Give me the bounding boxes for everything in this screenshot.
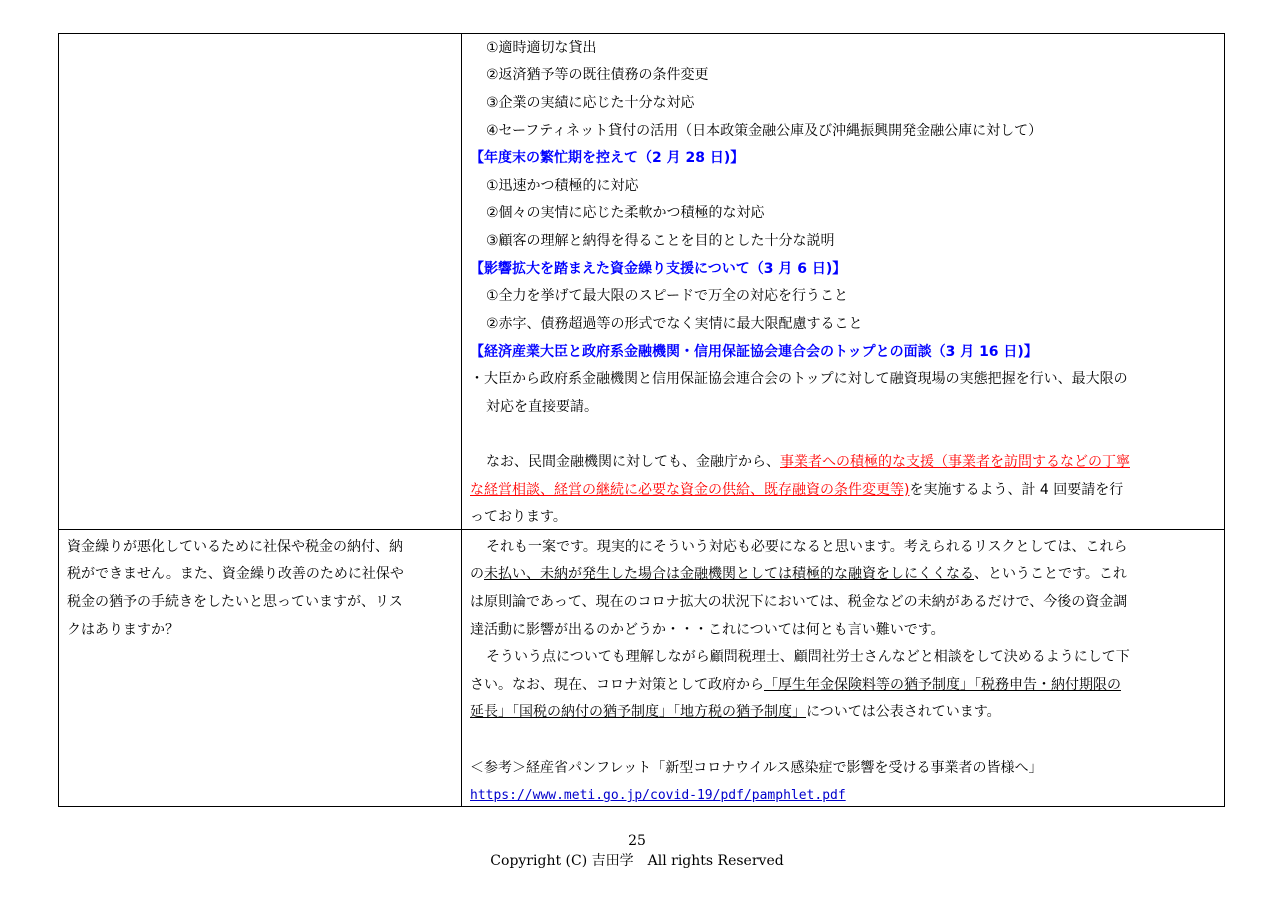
answer-line — [470, 564, 1127, 584]
question-line: 資金繰りが悪化しているために社保や税金の納付、納 — [67, 539, 403, 555]
answer-text: については公表されています。 — [806, 704, 1001, 720]
answer-line: ②赤字、債務超過等の形式でなく実情に最大限配慮すること — [486, 316, 863, 332]
answer-line: ①全力を挙げて最大限のスピードで万全の対応を行うこと — [486, 288, 848, 304]
note-line — [470, 480, 1123, 500]
note-text: なお、民間金融機関に対しても、金融庁から、 — [486, 454, 780, 470]
section-heading: 【年度末の繁忙期を控えて（2 月 28 日)】 — [470, 150, 745, 166]
question-line: 税金の猶予の手続きをしたいと思っていますが、リス — [67, 594, 403, 610]
answer-line: ③顧客の理解と納得を得ることを目的とした十分な説明 — [486, 233, 835, 249]
copyright: Copyright (C) 吉田学 All rights Reserved — [490, 853, 784, 869]
page-number: 25 — [628, 833, 646, 849]
answer-text: さい。なお、現在、コロナ対策として政府から — [470, 677, 764, 693]
answer-line — [470, 675, 1121, 695]
answer-line: それも一案です。現実的にそういう対応も必要になると思います。考えられるリスクとしては、これら — [486, 539, 1128, 555]
answer-line: ②個々の実情に応じた柔軟かつ積極的な対応 — [486, 205, 765, 221]
row-divider — [59, 529, 1224, 530]
answer-line: ①適時適切な貸出 — [486, 40, 597, 56]
question-line: 税ができません。また、資金繰り改善のために社保や — [67, 566, 404, 582]
answer-line — [470, 702, 1001, 722]
answer-line: 達活動に影響が出るのかどうか・・・これについては何とも言い難いです。 — [470, 622, 945, 638]
reference-link-line — [470, 785, 846, 806]
note-highlight: 事業者への積極的な支援（事業者を訪問するなどの丁寧 — [780, 454, 1130, 470]
answer-text: 、ということです。これ — [974, 566, 1127, 582]
answer-underline: 「厚生年金保険料等の猶予制度」「税務申告・納付期限の — [764, 677, 1121, 693]
pamphlet-link[interactable]: https://www.meti.go.jp/covid-19/pdf/pamphlet.pdf — [470, 788, 846, 803]
bullet-line: ・大臣から政府系金融機関と信用保証協会連合会のトップに対して融資現場の実態把握を行い、最大限の — [470, 371, 1128, 387]
note-text: を実施するよう、計 4 回要請を行 — [909, 482, 1124, 498]
note-highlight: な経営相談、経営の継続に必要な資金の供給、既存融資の条件変更等) — [470, 482, 910, 498]
answer-underline: 未払い、未納が発生した場合は金融機関としては積極的な融資をしにくくなる — [484, 566, 974, 582]
answer-text: の — [470, 566, 484, 582]
answer-line: は原則論であって、現在のコロナ拡大の状況下においては、税金などの未納があるだけで、今後の資金調 — [470, 594, 1128, 610]
reference-line: ＜参考＞経産省パンフレット「新型コロナウイルス感染症で影響を受ける事業者の皆様へ」 — [470, 760, 1043, 776]
answer-line: ①迅速かつ積極的に対応 — [486, 178, 639, 194]
question-line: クはありますか？ — [67, 622, 179, 638]
note-line: っております。 — [470, 509, 567, 525]
bullet-line-cont: 対応を直接要請。 — [486, 399, 598, 415]
column-divider — [461, 34, 462, 806]
section-heading: 【経済産業大臣と政府系金融機関・信用保証協会連合会のトップとの面談（3 月 16 日)】 — [470, 344, 1038, 360]
answer-line: そういう点についても理解しながら顧問税理士、顧問社労士さんなどと相談をして決めるようにして下 — [486, 649, 1130, 665]
answer-line: ④セーフティネット貸付の活用（日本政策金融公庫及び沖縄振興開発金融公庫に対して） — [486, 123, 1043, 139]
section-heading: 【影響拡大を踏まえた資金繰り支援について（3 月 6 日)】 — [470, 261, 847, 277]
note-line — [486, 452, 1130, 472]
answer-line: ③企業の実績に応じた十分な対応 — [486, 95, 695, 111]
answer-line: ②返済猶予等の既往債務の条件変更 — [486, 67, 709, 83]
answer-underline: 延長」「国税の納付の猶予制度」「地方税の猶予制度」 — [470, 704, 806, 720]
